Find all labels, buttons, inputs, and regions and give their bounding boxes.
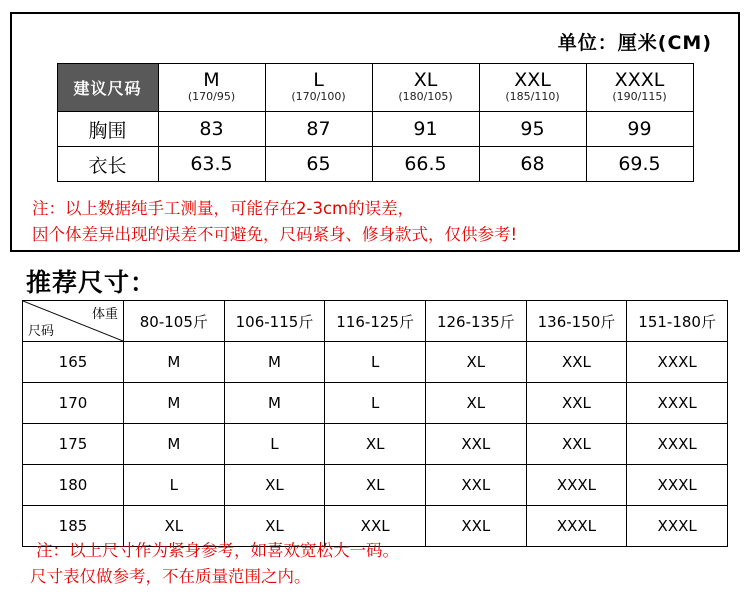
length-xl: 66.5	[372, 147, 479, 182]
cell-185-6: XXXL	[627, 506, 728, 547]
column-sub-m: (170/95)	[187, 90, 236, 104]
cell-180-2: XL	[224, 465, 325, 506]
height-175: 175	[23, 424, 124, 465]
column-header-xxxl	[586, 64, 693, 112]
column-header-xl	[372, 64, 479, 112]
cell-175-5: XXL	[526, 424, 627, 465]
cell-170-2: M	[224, 383, 325, 424]
cell-175-6: XXXL	[627, 424, 728, 465]
unit-label: 单位：厘米(CM)	[557, 32, 712, 54]
column-sub-xxl: (185/110)	[505, 90, 560, 104]
weight-range-1: 80-105斤	[124, 301, 225, 342]
table-row	[23, 342, 728, 383]
length-xxxl: 69.5	[586, 147, 693, 182]
measurement-note-line-2: 因个体差异出现的误差不可避免，尺码紧身、修身款式，仅供参考!	[32, 224, 518, 244]
weight-range-6: 151-180斤	[627, 301, 728, 342]
measurement-panel	[10, 12, 740, 252]
cell-170-3: L	[325, 383, 426, 424]
column-size-l: L	[313, 69, 324, 92]
column-sub-l: (170/100)	[291, 90, 346, 104]
column-size-xxl: XXL	[514, 69, 551, 92]
table-row	[23, 424, 728, 465]
corner-header-cell	[23, 301, 124, 342]
cell-175-1: M	[124, 424, 225, 465]
table-row	[57, 112, 693, 147]
height-165: 165	[23, 342, 124, 383]
column-sub-xxxl: (190/115)	[612, 90, 667, 104]
chest-xxxl: 99	[586, 112, 693, 147]
cell-175-2: L	[224, 424, 325, 465]
cell-180-1: L	[124, 465, 225, 506]
cell-170-6: XXXL	[627, 383, 728, 424]
measurement-note-line-1: 注：以上数据纯手工测量，可能存在2-3cm的误差，	[32, 199, 415, 218]
recommend-header-row	[23, 301, 728, 342]
height-180: 180	[23, 465, 124, 506]
cell-175-3: XL	[325, 424, 426, 465]
chest-xl: 91	[372, 112, 479, 147]
cell-175-4: XXL	[425, 424, 526, 465]
corner-size-label: 尺码	[28, 324, 55, 339]
cell-170-5: XXL	[526, 383, 627, 424]
table-row	[23, 465, 728, 506]
column-header-l	[265, 64, 372, 112]
cell-185-4: XXL	[425, 506, 526, 547]
cell-180-5: XXXL	[526, 465, 627, 506]
height-185: 185	[23, 506, 124, 547]
recommend-table-wrap	[22, 300, 728, 547]
table-row	[57, 147, 693, 182]
header-corner-cell: 建议尺码	[57, 64, 158, 112]
cell-185-3: XXL	[325, 506, 426, 547]
height-170: 170	[23, 383, 124, 424]
column-size-m: M	[203, 69, 220, 92]
recommend-title: 推荐尺寸：	[26, 268, 157, 297]
table-header-row	[57, 64, 693, 112]
chest-m: 83	[158, 112, 265, 147]
recommend-note-line-2: 尺寸表仅做参考，不在质量范围之内。	[30, 567, 311, 587]
measurement-notes	[32, 196, 724, 247]
column-header-xxl	[479, 64, 586, 112]
weight-range-5: 136-150斤	[526, 301, 627, 342]
cell-180-6: XXXL	[627, 465, 728, 506]
length-m: 63.5	[158, 147, 265, 182]
recommend-note-line-1: 注：以上尺寸作为紧身参考，如喜欢宽松大一码。	[36, 541, 399, 560]
cell-185-5: XXXL	[526, 506, 627, 547]
length-l: 65	[265, 147, 372, 182]
cell-165-2: M	[224, 342, 325, 383]
chest-l: 87	[265, 112, 372, 147]
corner-weight-label: 体重	[91, 307, 118, 322]
row-label-chest: 胸围	[57, 112, 158, 147]
column-header-m	[158, 64, 265, 112]
row-label-length: 衣长	[57, 147, 158, 182]
weight-range-3: 116-125斤	[325, 301, 426, 342]
cell-165-3: L	[325, 342, 426, 383]
cell-170-1: M	[124, 383, 225, 424]
length-xxl: 68	[479, 147, 586, 182]
cell-170-4: XL	[425, 383, 526, 424]
chest-xxl: 95	[479, 112, 586, 147]
column-sub-xl: (180/105)	[398, 90, 453, 104]
cell-165-6: XXXL	[627, 342, 728, 383]
cell-180-3: XL	[325, 465, 426, 506]
column-size-xl: XL	[413, 69, 438, 92]
measurement-table	[57, 63, 694, 182]
cell-185-1: XL	[124, 506, 225, 547]
recommend-notes	[30, 538, 399, 591]
weight-range-2: 106-115斤	[224, 301, 325, 342]
column-size-xxxl: XXXL	[614, 69, 665, 92]
recommend-table	[22, 300, 728, 547]
cell-180-4: XXL	[425, 465, 526, 506]
cell-185-2: XL	[224, 506, 325, 547]
cell-165-1: M	[124, 342, 225, 383]
weight-range-4: 126-135斤	[425, 301, 526, 342]
cell-165-5: XXL	[526, 342, 627, 383]
table-row	[23, 383, 728, 424]
cell-165-4: XL	[425, 342, 526, 383]
